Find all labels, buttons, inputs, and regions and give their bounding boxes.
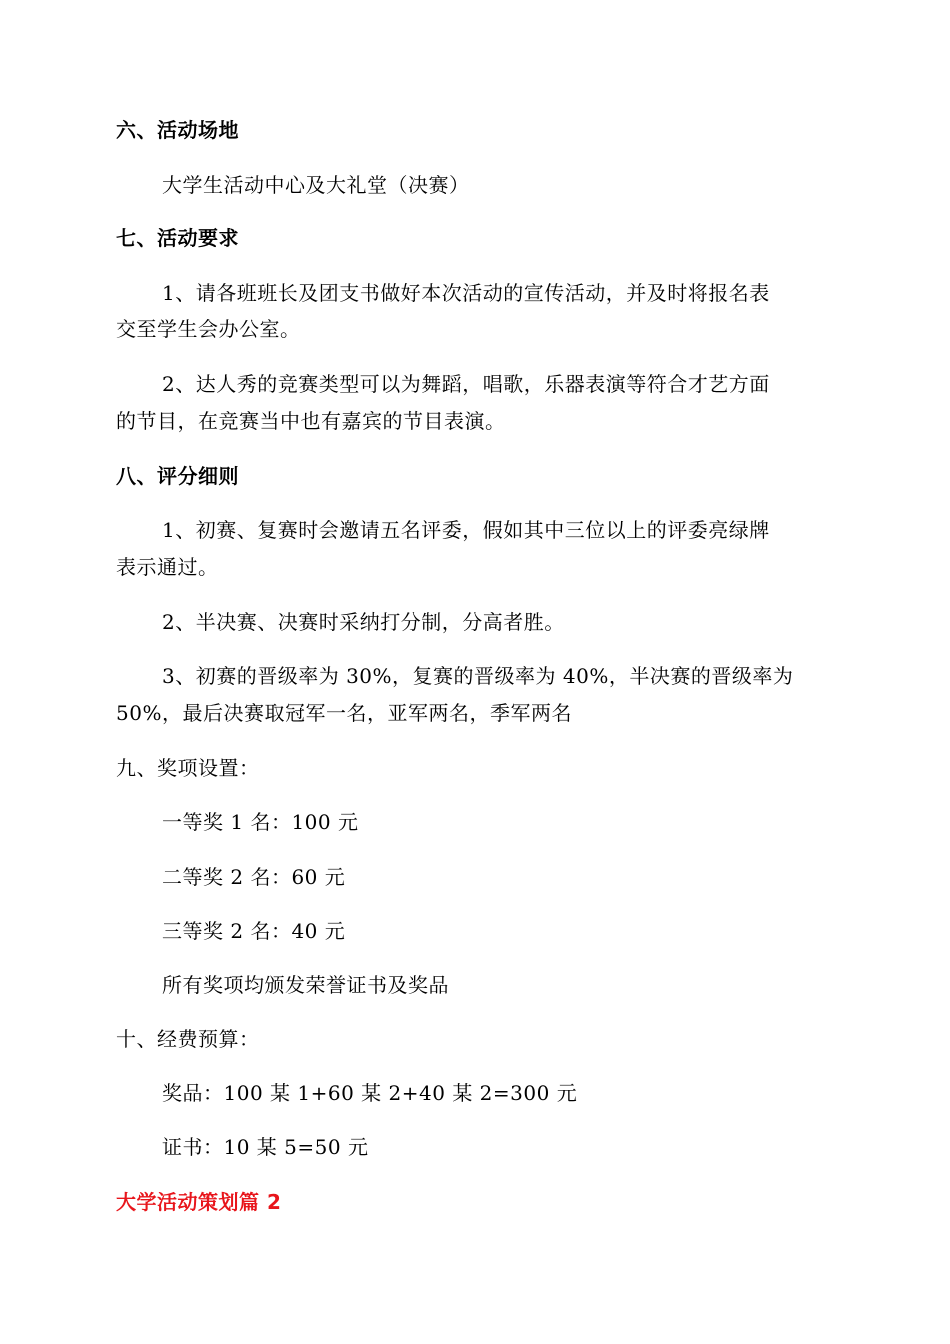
prize-2: 二等奖 2 名：60 元 [162, 865, 346, 889]
heading-budget: 十、经费预算： [116, 1027, 260, 1051]
requirement-2-line-2: 的节目，在竞赛当中也有嘉宾的节目表演。 [116, 409, 506, 433]
requirement-1-line-1: 1、请各班班长及团支书做好本次活动的宣传活动，并及时将报名表 [162, 281, 770, 305]
requirement-2-line-1: 2、达人秀的竞赛类型可以为舞蹈，唱歌，乐器表演等符合才艺方面 [162, 372, 770, 396]
venue-text: 大学生活动中心及大礼堂（决赛） [162, 173, 470, 197]
scoring-2: 2、半决赛、决赛时采纳打分制，分高者胜。 [162, 610, 565, 634]
heading-venue: 六、活动场地 [116, 118, 239, 142]
requirement-1-line-2: 交至学生会办公室。 [116, 317, 301, 341]
scoring-1-line-1: 1、初赛、复赛时会邀请五名评委，假如其中三位以上的评委亮绿牌 [162, 518, 770, 542]
prize-note: 所有奖项均颁发荣誉证书及奖品 [162, 973, 449, 997]
prize-3: 三等奖 2 名：40 元 [162, 919, 346, 943]
heading-awards: 九、奖项设置： [116, 756, 260, 780]
budget-prizes: 奖品：100 某 1+60 某 2+40 某 2=300 元 [162, 1081, 578, 1105]
scoring-3-line-2: 50%，最后决赛取冠军一名，亚军两名，季军两名 [116, 701, 572, 725]
budget-certificates: 证书：10 某 5=50 元 [162, 1135, 369, 1159]
scoring-1-line-2: 表示通过。 [116, 555, 219, 579]
prize-1: 一等奖 1 名：100 元 [162, 810, 359, 834]
section-title: 大学活动策划篇 2 [116, 1190, 282, 1214]
heading-scoring: 八、评分细则 [116, 464, 239, 488]
scoring-3-line-1: 3、初赛的晋级率为 30%，复赛的晋级率为 40%，半决赛的晋级率为 [162, 664, 794, 688]
heading-requirements: 七、活动要求 [116, 226, 239, 250]
